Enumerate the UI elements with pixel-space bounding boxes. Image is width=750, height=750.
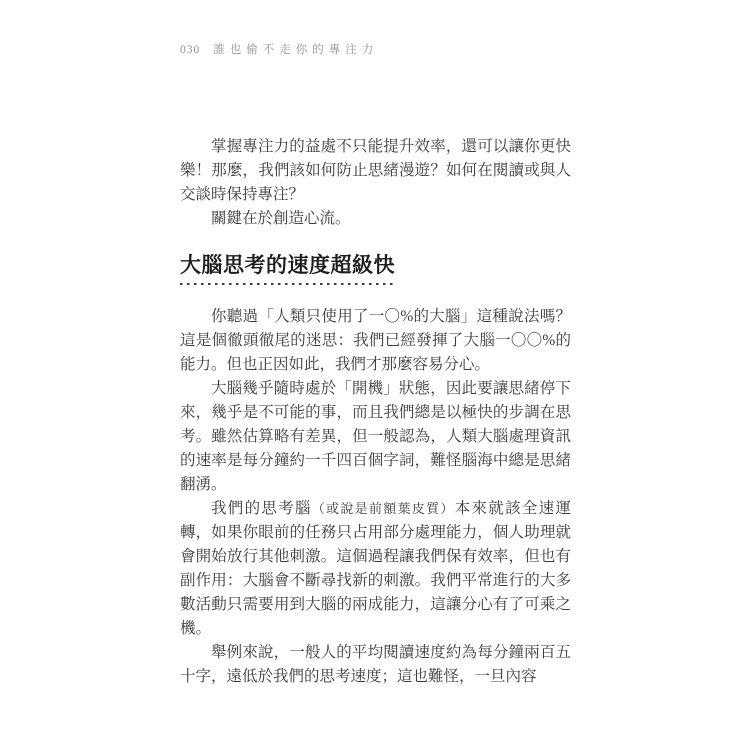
paragraph-segment: 我們的思考腦: [211, 500, 312, 517]
page-content: [180, 135, 571, 689]
paragraph: 大腦幾乎隨時處於「開機」狀態，因此要讓思緒停下來，幾乎是不可能的事，而且我們總是以極快的步調在思考。雖然估算略有差異，但一般認為，人類大腦處理資訊的速率是每分鐘約一千四百個字詞，難怪腦海中總是思緒翻湧。: [180, 380, 571, 493]
paragraph: 掌握專注力的益處不只能提升效率，還可以讓你更快樂！那麼，我們該如何防止思緒漫遊？如何在閱讀或與人交談時保持專注？: [180, 138, 571, 203]
paragraph: 舉例來說，一般人的平均閱讀速度約為每分鐘兩百五十字，遠低於我們的思考速度；這也難怪，一旦內容: [180, 644, 571, 685]
paragraph: 關鍵在於創造心流。: [211, 210, 351, 227]
parenthetical-note: （或說是前額葉皮質）: [311, 501, 455, 516]
paragraph: 你聽過「人類只使用了一〇%的大腦」這種說法嗎？這是個徹頭徹尾的迷思：我們已經發揮了大腦一〇〇%的能力。但也正因如此，我們才那麼容易分心。: [180, 308, 571, 373]
running-header: [180, 42, 378, 58]
paragraph: [180, 497, 571, 641]
paragraph-segment: 本來就該全速運轉，如果你眼前的任務只占用部分處理能力，個人助理就會開始放行其他刺激。這個過程讓我們保有效率，但也有副作用：大腦會不斷尋找新的刺激。我們平常進行的大多數活動只需要用到大腦的兩成能力，這讓分心有了可乘之機。: [180, 500, 571, 637]
page-number: 030: [180, 44, 201, 56]
section-heading-text: 大腦思考的速度超級快: [180, 253, 395, 285]
section-heading: [180, 253, 571, 285]
book-title: 誰也偷不走你的專注力: [213, 44, 379, 56]
